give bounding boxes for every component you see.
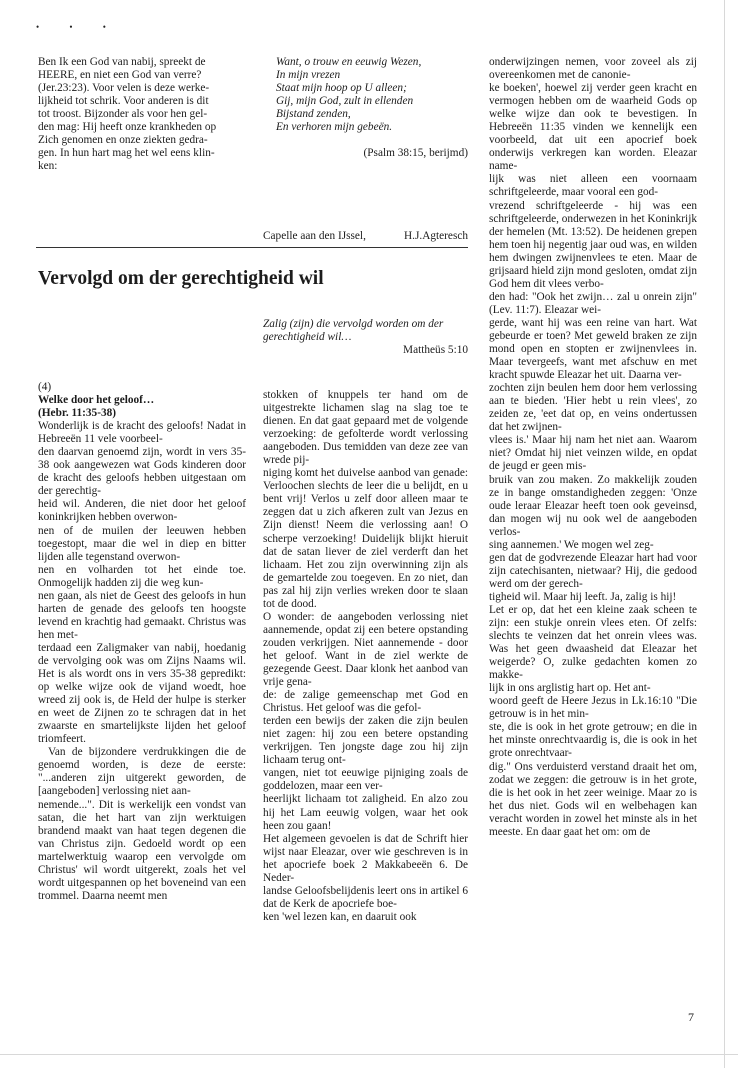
psalm-quote: [276, 56, 468, 160]
motto-text: Zalig (zijn) die vervolgd worden om der gerechtigheid wil…: [263, 318, 444, 344]
intro-text: Ben Ik een God van nabij, spreekt de HEERE, en niet een God van verre? (Jer.23:23). Voor velen is deze werke- lijkheid tot schrik. Voor anderen is dit tot troost. Bijzonder als voor hen gel- den mag: Hij heeft onze krankheden op Zich genomen en onze ziekten gedra- gen. In hun hart mag het wel eens klin- ken:: [38, 56, 217, 173]
psalm-source: (Psalm 38:15, berijmd): [363, 147, 468, 160]
column-3-paragraph-1: onderwijzingen nemen, voor zoveel als zij overeenkomen met de canonie- ke boeken', hoewel zij verder geen kracht en vermogen hebben om de waarheid Gods op welke wijze dan ook te bevestigen. In Hebreeën 11:35 vinden we kennelijk een voorbeeld, dat uit een apocrief boek onderwijs verkregen kan worden. Eleazar name- lijk was niet alleen een voornaam schriftgeleerde, maar vooral een god- vrezend schriftgeleerde - hij was een schriftgeleerde, onderwezen in het Koninkrijk der hemelen (Mt. 13:52). De heidenen grepen hem toen hij negentig jaar oud was, en wilden hem dwingen zwijnenvlees te eten. Maar de grijsaard hield zijn mond gesloten, omdat zijn God hem dit vlees verbo- den had: "Ook het zwijn… zal u onrein zijn" (Lev. 11:7). Eleazar wei- gerde, want hij was een reine van hart. Wat gebeurde er toen? Met geweld braken ze zijn mond open en stopten er zwijnenvlees in. Maar tevergeefs, want met afschuw en met kracht spuwde Eleazar het uit. Daarna ver- zochten zijn beulen hem door hem verlossing aan te bieden. 'Hier hebt u rein vlees', zo zeiden ze, 'eet dat op, en veins ondertussen dat het zwijnen- vlees is.' Maar hij nam het niet aan. Waarom niet? Omdat hij niet veinzen wilde, en opdat de jeugd er geen mis- bruik van zou maken. Zo makkelijk zouden ze in bange omstandigheden zeggen: 'Onze oude leraar Eleazar heeft toen ook geveinsd, dan mogen wij nu ook wel de aangeboden verlos- sing aannemen.' We mogen wel zeg- gen dat de godvrezende Eleazar hart had voor zijn catechisanten, nietwaar? Hij, die gedood werd om der gerech- tigheid wil. Maar hij leeft. Ja, zalig is hij!: [489, 56, 697, 603]
column-3-paragraph-2: Let er op, dat het een kleine zaak scheen te zijn: een stukje onrein vlees eten. Of zelfs: slechts te veinzen dat het onrein vlees was. Was het geen dwaasheid dat Eleazar het weigerde? O, zulke gedachten komen zo makke- lijk in ons arglistig hart op. Het ant- woord geeft de Heere Jezus in Lk.16:10 "Die getrouw is in het min- ste, die is ook in het grote getrouw; en die in het minste onrechtvaardig is, die is ook in het grote onrechtvaar- dig." Ons verduisterd verstand draait het om, zodat we zeggen: die getrouw is in het grote, die is het ook in het zeer weinige. Maar zo is het dus niet. Gods wil en welbehagen kan veracht worden in zowel het minste als in het meeste. En daar gaat het om: om de: [489, 603, 697, 838]
column-2-paragraph-1: stokken of knuppels ter hand om de uitgestrekte lichamen slag na slag toe te dienen. En dat gaat gepaard met de volgende verzoeking: de gefolterde wordt verlossing aangeboden. Dus temidden van deze zee van wrede pij- niging komt het duivelse aanbod van genade: Verloochen slechts de leer die u belijdt, en u bent vrij! Verlos u zelf door alleen maar te zeggen dat u zich afkeren zult van Jezus en Zijn dienst! Neem die verlossing aan! O scherpe verzoeking! Duidelijk blijkt hieruit dat de satan liever de ziel verderft dan het lichaam. Het zou zijn overwinning zijn als de gemartelde zou toegeven. En zo niet, dan pas zal hij zijn verlies wreken door te slaan tot de dood.: [263, 389, 468, 610]
column-1-paragraph-2: Van de bijzondere verdrukkingen die de genoemd worden, is deze de eerste: "...anderen zijn uitgerekt geworden, de [aangeboden] verlossing niet aan- nemende...". Dit is werkelijk een vondst van satan, die het hart van zijn werktuigen brandend maakt van haat tegen degenen die van Christus zijn. Gedoeld wordt op een martelwerktuig waarop een vervolgde om Christus' wil wordt uitgerekt, zoals het vel wordt uitgespannen op het boveneind van een trommel. Daarna neemt men: [38, 746, 246, 902]
psalm-lines: Want, o trouw en eeuwig Wezen, In mijn vrezen Staat mijn hoop op U alleen; Gij, mijn God, zult in ellenden Bijstand zenden, En verhoren mijn gebeën.: [276, 56, 422, 134]
column-2: [263, 389, 468, 924]
intro-paragraph: [38, 56, 246, 173]
article-motto: [263, 318, 468, 357]
signature-name: H.J.Agteresch: [404, 230, 468, 242]
header-dots: • • •: [36, 22, 120, 32]
scan-edge-right: [724, 0, 725, 1068]
column-2-paragraph-2: O wonder: de aangeboden verlossing niet aannemende, opdat zij een betere opstanding zouden verkrijgen. Niet aannemende - door het geloof. Want in de ziel werkte de gezegende Geest. Daar klonk het aanbod van vrije gena- de: de zalige gemeenschap met God en Christus. Het geloof was die gefol- terden een bewijs der zaken die zijn beulen niet zagen: hij zou een betere opstanding verkrijgen. Ten jongste dage zou hij zijn lichaam terug ont- vangen, niet tot eeuwige pijniging zoals de goddelozen, maar een ver- heerlijkt lichaam tot zaligheid. En alzo zou hij het Lam eeuwig volgen, waar het ook heen zou gaan!: [263, 610, 468, 832]
article-title: Vervolgd om der gerechtigheid wil: [38, 268, 324, 289]
section-divider: [36, 247, 468, 248]
signature-place: Capelle aan den IJssel,: [263, 230, 366, 242]
part-number: (4): [38, 381, 52, 393]
column-1: [38, 381, 246, 903]
column-1-paragraph-1: Wonderlijk is de kracht des geloofs! Nadat in Hebreeën 11 vele voorbeel- den daarvan genoemd zijn, wordt in vers 35-38 ook aangewezen wat Gods kinderen door de kracht des geloofs hebben uitgestaan om der gerechtig- heid wil. Anderen, die niet door het geloof koninkrijken hebben overwon- nen of de muilen der leeuwen hebben toegestopt, maar die wel in diep en bitter lijden alle tegenstand overwon- nen en volharden tot het einde toe. Onmogelijk hadden zij die weg kun- nen gaan, als niet de Geest des geloofs in hun harten de genade des geloofs ten hoogste levend en krachtig had gemaakt. Christus was hen met- terdaad een Zaligmaker van nabij, hoedanig de vervolging ook was om Zijns Naams wil. Het is als wordt ons in vers 35-38 gepredikt: op welke wijze ook de vijand woedt, hoe wreed zij ook is, de Held der hulpe is sterker en weet de Zijnen zo te schragen dat in het zwaarste en smartelijkste lijden het geloof triomfeert.: [38, 420, 246, 746]
section-subtitle: Welke door het geloof… (Hebr. 11:35-38): [38, 394, 155, 420]
column-3: [489, 56, 697, 839]
page-number: 7: [688, 1010, 694, 1024]
motto-reference: Mattheüs 5:10: [403, 344, 468, 357]
column-2-paragraph-3: Het algemeen gevoelen is dat de Schrift hier wijst naar Eleazar, over wie geschreven is in het apocriefe boek 2 Makkabeeën 6. De Neder- landse Geloofsbelijdenis leert ons in artikel 6 dat de Kerk de apocriefe boe- ken 'wel lezen kan, en daaruit ook: [263, 832, 468, 923]
scan-edge-bottom: [0, 1054, 738, 1055]
